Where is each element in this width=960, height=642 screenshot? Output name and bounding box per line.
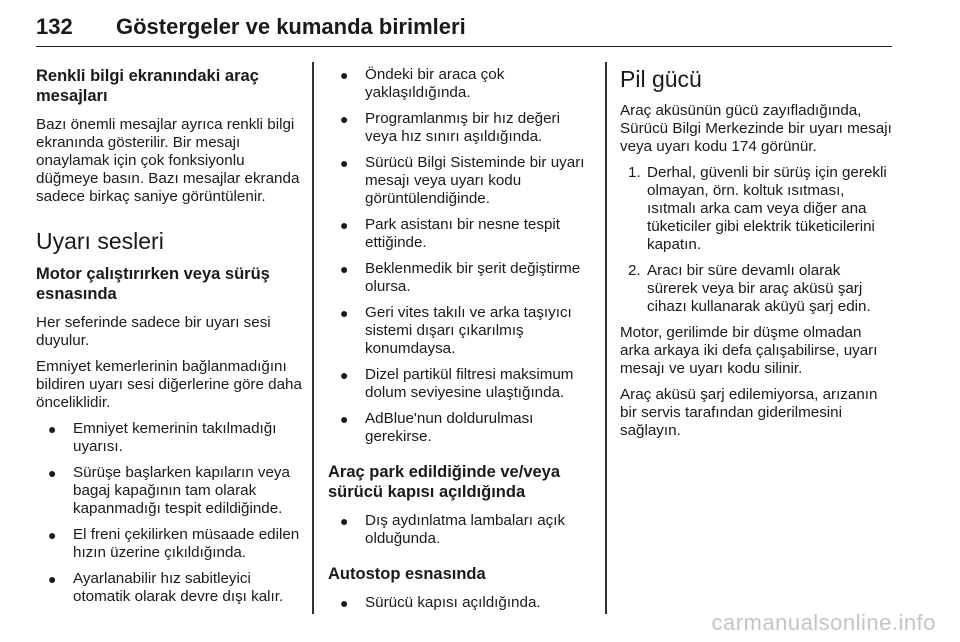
list-item: ● Emniyet kemerinin takılmadığı uyarısı.: [48, 420, 277, 455]
bullet-icon: ●: [340, 305, 349, 321]
list-item: ● Programlanmış bir hız değeri veya hız sınırı aşıldığında.: [340, 110, 560, 145]
paragraph: Her seferinde sadece bir uyarı sesi duyulur.: [36, 314, 271, 349]
bullet-icon: ●: [48, 527, 57, 543]
bullet-list: [328, 594, 596, 612]
paragraph: Motor, gerilimde bir düşme olmadan arka arkaya iki defa çalışabilirse, uyarı mesajı ve uyarı kodu silinir.: [620, 324, 878, 377]
bullet-icon: ●: [340, 513, 349, 529]
column-left: [36, 66, 304, 614]
bullet-icon: ●: [340, 217, 349, 233]
chapter-title: Göstergeler ve kumanda birimleri: [116, 14, 466, 39]
bullet-icon: ●: [340, 155, 349, 171]
paragraph: Araç aküsü şarj edilemiyorsa, arızanın bir servis tarafından giderilmesini sağlayın.: [620, 386, 878, 439]
column-middle: [328, 66, 596, 620]
heading-starting-engine: Motor çalıştırırken veya sürüş esnasında: [36, 265, 270, 303]
paragraph: Bazı önemli mesajlar ayrıca renkli bilgi ekranında gösterilir. Bir mesajı onaylamak için çok fonksiyonlu düğmeye basın. Bazı mesajlar ekranda sadece birkaç saniye görüntülenir.: [36, 116, 300, 205]
list-item: ● Ayarlanabilir hız sabitleyici otomatik olarak devre dışı kalır.: [48, 570, 284, 605]
bullet-icon: ●: [340, 411, 349, 427]
watermark: carmanualsonline.info: [711, 610, 936, 635]
list-item: ● Sürüşe başlarken kapıların veya bagaj kapağının tam olarak kapanmadığı tespit edildiğinde.: [48, 464, 290, 517]
paragraph: Emniyet kemerlerinin bağlanmadığını bildiren uyarı sesi diğerlerine göre daha önceliklidir.: [36, 358, 302, 411]
bullet-icon: ●: [340, 261, 349, 277]
list-item: ● Dizel partikül filtresi maksimum dolum seviyesine ulaştığında.: [340, 366, 574, 401]
column-divider: [312, 62, 314, 614]
page-number: 132: [36, 14, 73, 39]
heading-parked-vehicle: Araç park edildiğinde ve/veya sürücü kapısı açıldığında: [328, 463, 561, 501]
heading-vehicle-messages: Renkli bilgi ekranındaki araç mesajları: [36, 67, 259, 105]
page-header: [36, 14, 892, 47]
list-item: ● Sürücü kapısı açıldığında.: [340, 594, 541, 611]
bullet-icon: ●: [340, 367, 349, 383]
bullet-icon: ●: [48, 571, 57, 587]
list-item: ● Park asistanı bir nesne tespit ettiğinde.: [340, 216, 561, 251]
list-item: ● Dış aydınlatma lambaları açık olduğunda.: [340, 512, 566, 547]
numbered-list: [620, 164, 892, 316]
list-item: ● El freni çekilirken müsaade edilen hızın üzerine çıkıldığında.: [48, 526, 300, 561]
bullet-icon: ●: [340, 595, 349, 611]
bullet-icon: ●: [340, 67, 349, 83]
column-right: [620, 66, 892, 448]
column-divider: [605, 62, 607, 614]
list-item: ● AdBlue'nun doldurulması gerekirse.: [340, 410, 534, 445]
section-title-battery: Pil gücü: [620, 66, 702, 92]
list-item: ● Beklenmedik bir şerit değiştirme olursa.: [340, 260, 581, 295]
list-item: 1. Derhal, güvenli bir sürüş için gerekli olmayan, örn. koltuk ısıtması, ısıtmalı arka cam veya diğer ana tüketiciler gibi elektrik tüketicilerini kapatın.: [628, 164, 887, 253]
heading-autostop: Autostop esnasında: [328, 565, 486, 583]
list-item: ● Öndeki bir araca çok yaklaşıldığında.: [340, 66, 505, 101]
bullet-list: [328, 512, 596, 548]
bullet-icon: ●: [48, 465, 57, 481]
bullet-list: [36, 420, 304, 606]
list-item: ● Sürücü Bilgi Sisteminde bir uyarı mesajı veya uyarı kodu görüntülendiğinde.: [340, 154, 585, 207]
bullet-list: [328, 66, 596, 446]
bullet-icon: ●: [48, 421, 57, 437]
list-item: 2. Aracı bir süre devamlı olarak sürerek veya bir araç aküsü şarj cihazı kullanarak aküyü şarj edin.: [628, 262, 871, 315]
bullet-icon: ●: [340, 111, 349, 127]
section-title-warning-chimes: Uyarı sesleri: [36, 228, 164, 254]
list-item: ● Geri vites takılı ve arka taşıyıcı sistemi dışarı çıkarılmış konumdaysa.: [340, 304, 572, 357]
paragraph: Araç aküsünün gücü zayıfladığında, Sürücü Bilgi Merkezinde bir uyarı mesajı veya uyarı kodu 174 görünür.: [620, 102, 892, 155]
